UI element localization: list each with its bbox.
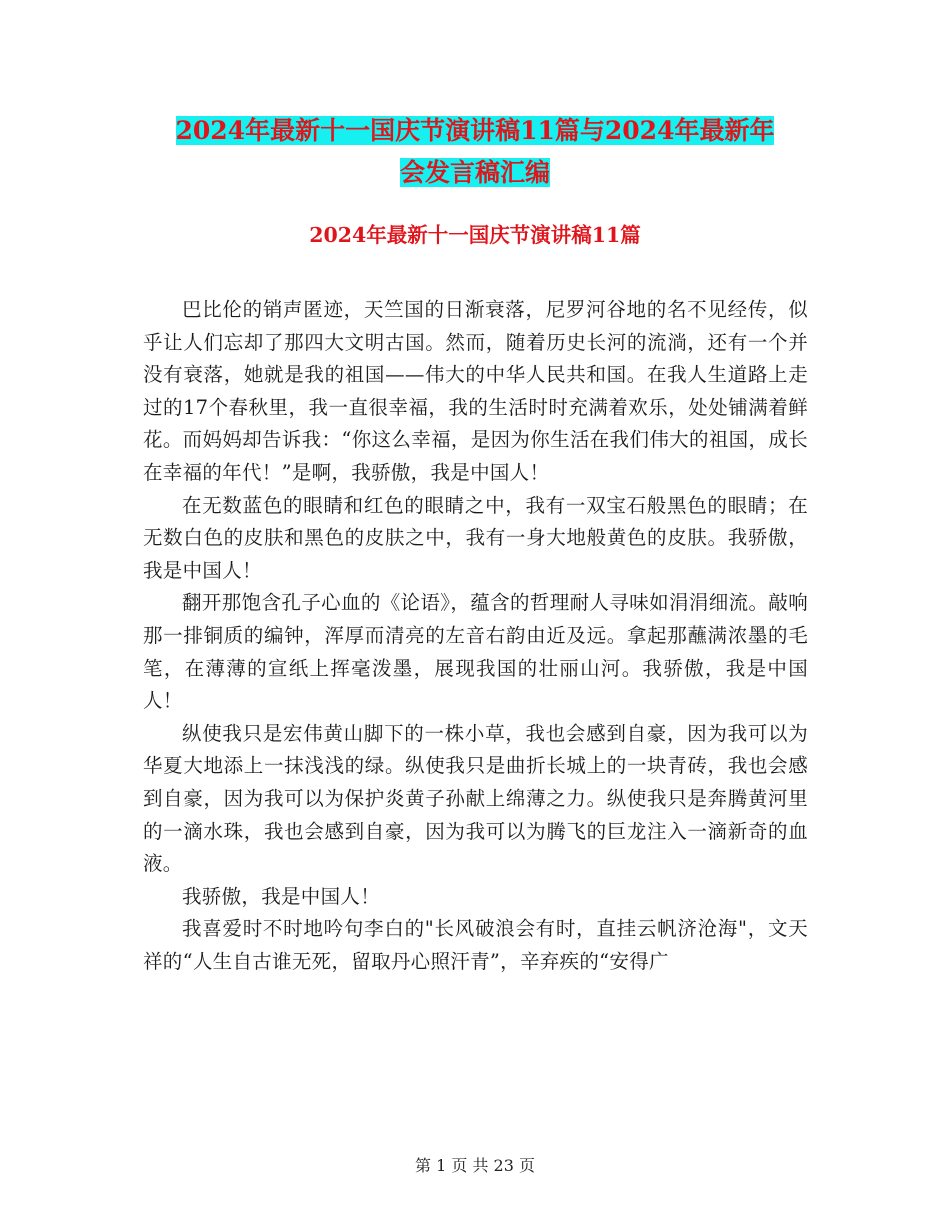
paragraph-6: 我喜爱时不时地吟句李白的"长风破浪会有时，直挂云帆济沧海"，文天祥的“人生自古谁无死，留取丹心照汗青”，辛弃疾的“安得广 [143,917,808,973]
section-heading: 2024年最新十一国庆节演讲稿11篇 [309,223,641,247]
document-title [140,110,810,194]
paragraph-2: 在无数蓝色的眼睛和红色的眼睛之中，我有一双宝石般黑色的眼睛；在无数白色的皮肤和黑色的皮肤之中，我有一身大地般黄色的皮肤。我骄傲，我是中国人！ [143,493,808,582]
document-title-line2: 会发言稿汇编 [399,158,550,187]
paragraph-3: 翻开那饱含孔子心血的《论语》，蕴含的哲理耐人寻味如涓涓细流。敲响那一排铜质的编钟，浑厚而清亮的左音右韵由近及远。拿起那蘸满浓墨的毛笔，在薄薄的宣纸上挥毫泼墨，展现我国的壮丽山河。我骄傲，我是中国人！ [143,591,808,713]
document-title-line1: 2024年最新十一国庆节演讲稿11篇与2024年最新年 [175,116,775,145]
page-footer: 第 1 页 共 23 页 [415,1156,535,1175]
paragraph-5: 我骄傲，我是中国人！ [182,884,381,908]
paragraph-4: 纵使我只是宏伟黄山脚下的一株小草，我也会感到自豪，因为我可以为华夏大地添上一抹浅浅的绿。纵使我只是曲折长城上的一块青砖，我也会感到自豪，因为我可以为保护炎黄子孙献上绵薄之力。纵使我只是奔腾黄河里的一滴水珠，我也会感到自豪，因为我可以为腾飞的巨龙注入一滴新奇的血液。 [143,721,808,876]
paragraph-1: 巴比伦的销声匿迹，天竺国的日渐衰落，尼罗河谷地的名不见经传，似乎让人们忘却了那四大文明古国。然而，随着历史长河的流淌，还有一个并没有衰落，她就是我的祖国——伟大的中华人民共和国。在我人生道路上走过的17个春秋里，我一直很幸福，我的生活时时充满着欢乐，处处铺满着鲜花。而妈妈却告诉我：“你这么幸福，是因为你生活在我们伟大的祖国，成长在幸福的年代！”是啊，我骄傲，我是中国人！ [143,298,808,484]
document-body [143,294,808,978]
